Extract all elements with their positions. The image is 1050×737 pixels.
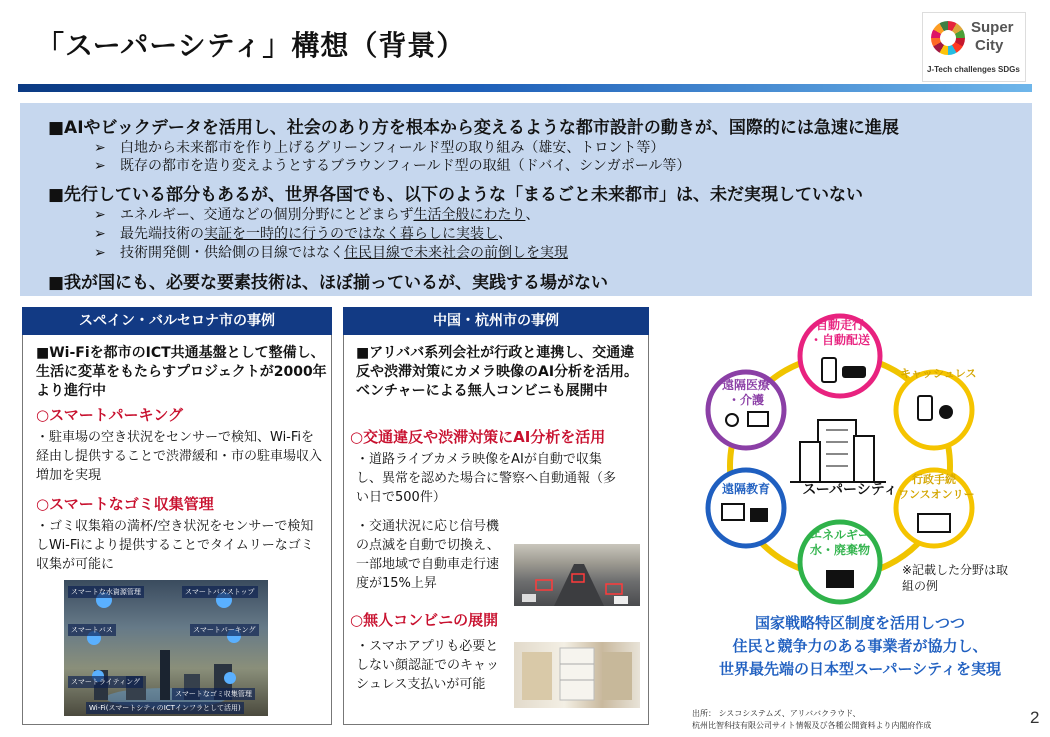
main-point-1: ■AIやビックデータを活用し、社会のあり方を根本から変えるような都市設計の動きが、国際的には急速に進展	[48, 118, 899, 138]
hangzhou-heading: 中国・杭州市の事例	[343, 307, 649, 335]
store-illustration	[514, 642, 640, 708]
node-label-line: ・介護	[727, 393, 764, 407]
node-label-line: 遠隔医療	[721, 378, 770, 392]
node-cashless-label: キャッシュレス	[900, 367, 977, 380]
node-energy-label	[808, 528, 872, 558]
node-label-line: 自動走行	[815, 318, 864, 332]
photo-label-bus-stop: スマートバスストップ	[182, 586, 258, 598]
traffic-illustration	[514, 544, 640, 606]
page-number: 2	[1030, 708, 1040, 727]
barcelona-lead: ■Wi-Fiを都市のICT共通基盤として整備し、生活に変革をもたらすプロジェクトが2000年より進行中	[36, 345, 327, 399]
school-icon	[750, 508, 768, 522]
super-city-logo	[922, 12, 1026, 82]
node-label-line: 行政手続	[912, 473, 956, 486]
arrow-bullet-icon: ➢	[94, 140, 106, 156]
page-title: 「スーパーシティ」構想（背景）	[36, 29, 466, 62]
main-point-3: ■我が国にも、必要な要素技術は、ほぼ揃っているが、実践する場がない	[48, 273, 609, 293]
car-icon	[842, 366, 866, 378]
unmanned-store-photo	[514, 642, 640, 708]
hangzhou-section-2-title: ○無人コンビニの展開	[350, 611, 499, 629]
arrow-bullet-icon: ➢	[94, 207, 106, 223]
photo-label-wifi: Wi-Fi(スマートシティのICTインフラとして活用)	[86, 702, 244, 714]
sub-point-text: 、	[498, 226, 512, 242]
barcelona-section-1-body: ・駐車場の空き状況をセンサーで検知、Wi-Fiを経由し提供することで渋滞緩和・市の駐車場収入増加を実現	[36, 430, 323, 483]
sub-point-text: 既存の都市を造り変えようとするブラウンフィールド型の取組（ドバイ、シンガポール等）	[120, 158, 691, 174]
photo-label-water: スマートな水資源管理	[68, 586, 144, 598]
sub-point-2-3	[94, 242, 568, 262]
solar-panel-icon	[826, 570, 854, 588]
sub-point-text: 、	[525, 207, 540, 223]
arrow-bullet-icon: ➢	[94, 226, 106, 242]
arrow-bullet-icon: ➢	[94, 245, 106, 261]
photo-label-garbage: スマートなゴミ収集管理	[172, 688, 255, 700]
underlined-phrase: 実証を一時的に行うのではなく暮らしに実装し	[204, 226, 498, 242]
underlined-phrase: 生活全般にわたり	[413, 207, 526, 223]
conclusion-message	[690, 612, 1030, 681]
node-cashless-circle	[896, 372, 972, 448]
hangzhou-section-1-body-2-text: ・交通状況に応じ信号機の点滅を自動で切換え、一部地域で自動車走行速度が15%上昇	[356, 519, 500, 591]
title-underline-bar	[18, 84, 1032, 92]
underlined-phrase: 住民目線で未来社会の前倒しを実現	[344, 245, 568, 261]
diagram-center-label: スーパーシティ	[802, 482, 898, 498]
source-line-2: 杭州比智科技有限公司サイト情報及び各種公開資料より内閣府作成	[692, 721, 932, 730]
sub-point-1-1	[94, 137, 664, 157]
logo-line-2: City	[975, 37, 1004, 54]
barcelona-section-2-title: ○スマートなゴミ収集管理	[36, 495, 214, 513]
traffic-camera-photo	[514, 544, 640, 606]
sub-point-text: 最先端技術の	[120, 226, 204, 242]
source-note	[692, 708, 931, 732]
sub-point-1-2	[94, 155, 690, 175]
barcelona-heading: スペイン・バルセロナ市の事例	[22, 307, 332, 335]
conclusion-line-1: 国家戦略特区制度を活用しつつ	[754, 614, 965, 632]
arrow-bullet-icon: ➢	[94, 158, 106, 174]
node-autonomous-label	[810, 318, 870, 348]
payment-hand-icon	[939, 405, 953, 419]
node-label-line: エネルギー	[809, 528, 870, 542]
node-label-line: ・自動配送	[810, 333, 871, 347]
node-label-line: ワンスオンリー	[898, 488, 975, 501]
barcelona-section-2-body: ・ゴミ収集箱の満杯/空き状況をセンサーで検知しWi-Fiにより提供することでタイムリーなゴミ収集が可能に	[36, 519, 314, 572]
node-label-line: 水・廃棄物	[809, 543, 870, 557]
sub-point-2-2	[94, 223, 512, 243]
hangzhou-section-1-body-1: ・道路ライブカメラ映像をAIが自動で収集し、異常を認めた場合に警察へ自動通報（多い日で500件）	[356, 452, 617, 505]
conclusion-line-3: 世界最先端の日本型スーパーシティを実現	[718, 660, 1001, 678]
barcelona-aerial-photo	[64, 580, 268, 716]
photo-label-bus: スマートバス	[68, 624, 116, 636]
hangzhou-section-2-body: ・スマホアプリも必要としない顔認証でのキャッシュレス支払いが可能	[356, 639, 500, 692]
conclusion-line-2: 住民と競争力のある事業者が協力し、	[732, 637, 988, 655]
barcelona-section-1-title: ○スマートパーキング	[36, 406, 184, 424]
logo-line-1: Super	[971, 19, 1014, 36]
logo-tagline: J-Tech challenges SDGs	[927, 65, 1020, 74]
node-gov-label	[898, 472, 975, 502]
diagram-note: ※記載した分野は取組の例	[902, 563, 1009, 593]
source-line-1: 出所： シスコシステムズ、アリババクラウド、	[692, 709, 861, 718]
sub-point-text: エネルギー、交通などの個別分野にとどまらず	[120, 207, 414, 223]
hangzhou-section-1-title: ○交通違反や渋滞対策にAI分析を活用	[350, 428, 606, 446]
node-medical-label	[714, 378, 778, 408]
photo-label-parking: スマートパーキング	[190, 624, 259, 636]
hangzhou-lead: ■アリババ系列会社が行政と連携し、交通違反や渋滞対策にカメラ映像のAI分析を活用。ベンチャーによる無人コンビニも展開中	[356, 345, 639, 399]
sub-point-text: 白地から未来都市を作り上げるグリーンフィールド型の取り組み（雄安、トロント等）	[120, 140, 665, 156]
city-building-icon	[790, 420, 886, 482]
sdgs-wheel-icon	[931, 21, 965, 55]
sub-point-text: 技術開発側・供給側の目線ではなく	[120, 245, 344, 261]
photo-label-lighting: スマートライティング	[68, 676, 143, 688]
node-education-label: 遠隔教育	[721, 482, 770, 496]
main-point-2: ■先行している部分もあるが、世界各国でも、以下のような「まるごと未来都市」は、未だ実現していない	[48, 185, 864, 205]
sub-point-2-1	[94, 204, 539, 224]
